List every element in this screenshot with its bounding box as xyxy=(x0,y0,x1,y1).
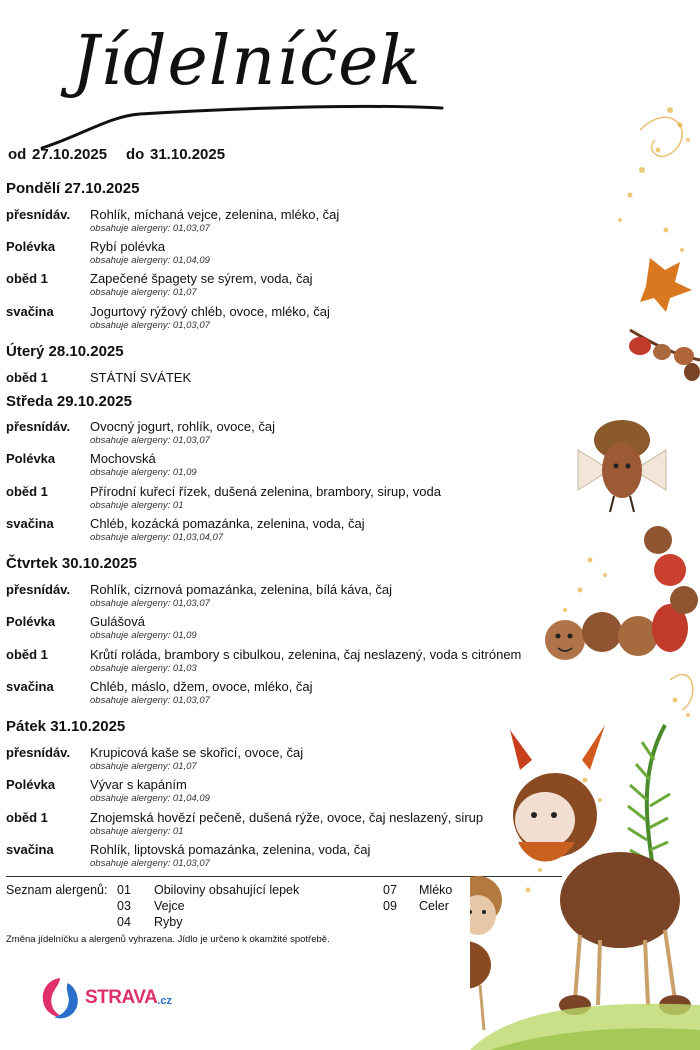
meal-allergens: obsahuje alergeny: 01,03,04,07 xyxy=(90,532,224,543)
meal-text: Znojemská hovězí pečeně, dušená rýže, ovoce, čaj neslazený, sirup xyxy=(90,810,484,825)
allergen-code: 03 xyxy=(117,899,131,913)
meal-allergens: obsahuje alergeny: 01,04,09 xyxy=(90,255,210,266)
allergen-name: Obiloviny obsahující lepek xyxy=(154,883,300,897)
day-heading: Pondělí 27.10.2025 xyxy=(6,180,140,197)
autumn-chestnut-illustration xyxy=(470,0,700,1050)
strava-logo[interactable] xyxy=(38,975,172,1021)
meal-text: Vývar s kapáním xyxy=(90,777,187,792)
meal-text: Rohlík, míchaná vejce, zelenina, mléko, čaj xyxy=(90,207,340,222)
allergen-name: Mléko xyxy=(419,883,453,897)
allergen-code: 04 xyxy=(117,915,131,929)
autumn-leaf-icon xyxy=(640,258,692,312)
meal-label: Polévka xyxy=(6,777,56,792)
meal-text: Krupicová kaše se skořicí, ovoce, čaj xyxy=(90,745,304,760)
meal-allergens: obsahuje alergeny: 01,03 xyxy=(90,663,197,674)
meal-allergens: obsahuje alergeny: 01,07 xyxy=(90,761,197,772)
period-from-label: od xyxy=(8,146,27,163)
meal-label: svačina xyxy=(6,304,54,319)
meal-label: svačina xyxy=(6,516,54,531)
meal-label: Polévka xyxy=(6,614,56,629)
allergen-name: Vejce xyxy=(154,899,185,913)
acorn-fairy-figure xyxy=(578,420,666,512)
rosehip-branch xyxy=(629,330,700,381)
meal-label: přesnídáv. xyxy=(6,419,71,434)
meal-text: STÁTNÍ SVÁTEK xyxy=(90,370,192,385)
meal-label: přesnídáv. xyxy=(6,582,71,597)
meal-allergens: obsahuje alergeny: 01,03,07 xyxy=(90,320,210,331)
meal-allergens: obsahuje alergeny: 01,03,07 xyxy=(90,223,210,234)
meal-text: Rohlík, liptovská pomazánka, zelenina, voda, čaj xyxy=(90,842,371,857)
day-heading: Středa 29.10.2025 xyxy=(6,393,132,410)
meal-label: oběd 1 xyxy=(6,370,48,385)
allergen-name: Celer xyxy=(419,899,449,913)
meal-text: Ovocný jogurt, rohlík, ovoce, čaj xyxy=(90,419,275,434)
meal-text: Mochovská xyxy=(90,451,156,466)
meal-allergens: obsahuje alergeny: 01,03,07 xyxy=(90,695,210,706)
meal-text: Gulášová xyxy=(90,614,145,629)
meal-allergens: obsahuje alergeny: 01,04,09 xyxy=(90,793,210,804)
meal-label: oběd 1 xyxy=(6,647,48,662)
meal-text: Zapečené špagety se sýrem, voda, čaj xyxy=(90,271,313,286)
meal-label: Polévka xyxy=(6,451,56,466)
meal-text: Rybí polévka xyxy=(90,239,166,254)
meal-allergens: obsahuje alergeny: 01,03,07 xyxy=(90,435,210,446)
day-heading: Čtvrtek 30.10.2025 xyxy=(6,555,137,572)
strava-brand-text: STRAVA xyxy=(85,987,158,1008)
small-chestnut-figure xyxy=(470,876,502,1030)
meal-allergens: obsahuje alergeny: 01,09 xyxy=(90,630,197,641)
allergen-code: 09 xyxy=(383,899,397,913)
day-heading: Úterý 28.10.2025 xyxy=(6,343,124,360)
allergen-code: 01 xyxy=(117,883,131,897)
meal-allergens: obsahuje alergeny: 01 xyxy=(90,500,184,511)
chestnut-caterpillar xyxy=(545,526,698,660)
meal-text: Přírodní kuřecí řízek, dušená zelenina, brambory, sirup, voda xyxy=(90,484,441,499)
meal-allergens: obsahuje alergeny: 01 xyxy=(90,826,184,837)
meal-text: Chléb, kozácká pomazánka, zelenina, voda, čaj xyxy=(90,516,365,531)
period-from: 27.10.2025 xyxy=(32,146,108,163)
meal-allergens: obsahuje alergeny: 01,07 xyxy=(90,287,197,298)
meal-allergens: obsahuje alergeny: 01,09 xyxy=(90,467,197,478)
period-to-label: do xyxy=(126,146,145,163)
meal-label: Polévka xyxy=(6,239,56,254)
meal-label: přesnídáv. xyxy=(6,207,71,222)
meal-label: přesnídáv. xyxy=(6,745,71,760)
page-title: Jídelníček xyxy=(72,22,422,101)
meal-allergens: obsahuje alergeny: 01,03,07 xyxy=(90,858,210,869)
meal-text: Krůtí roláda, brambory s cibulkou, zelenina, čaj neslazený, voda s citrónem xyxy=(90,647,522,662)
meal-text: Rohlík, cizrnová pomazánka, zelenina, bílá káva, čaj xyxy=(90,582,393,597)
allergen-code: 07 xyxy=(383,883,397,897)
meal-label: oběd 1 xyxy=(6,484,48,499)
allergen-legend-label: Seznam alergenů: xyxy=(6,883,108,897)
meal-label: svačina xyxy=(6,679,54,694)
meal-label: svačina xyxy=(6,842,54,857)
strava-domain-suffix: .cz xyxy=(157,995,172,1007)
meal-allergens: obsahuje alergeny: 01,03,07 xyxy=(90,598,210,609)
meal-text: Chléb, máslo, džem, ovoce, mléko, čaj xyxy=(90,679,313,694)
period-to: 31.10.2025 xyxy=(150,146,226,163)
strava-logo-icon xyxy=(38,975,82,1021)
meal-label: oběd 1 xyxy=(6,271,48,286)
chestnut-creature-figure xyxy=(510,725,691,1015)
disclaimer-note: Změna jídelníčku a alergenů vyhrazena. Jídlo je určeno k okamžité spotřebě. xyxy=(6,934,330,945)
day-heading: Pátek 31.10.2025 xyxy=(6,718,126,735)
allergen-name: Ryby xyxy=(154,915,183,929)
meal-text: Jogurtový rýžový chléb, ovoce, mléko, čaj xyxy=(90,304,330,319)
meal-label: oběd 1 xyxy=(6,810,48,825)
